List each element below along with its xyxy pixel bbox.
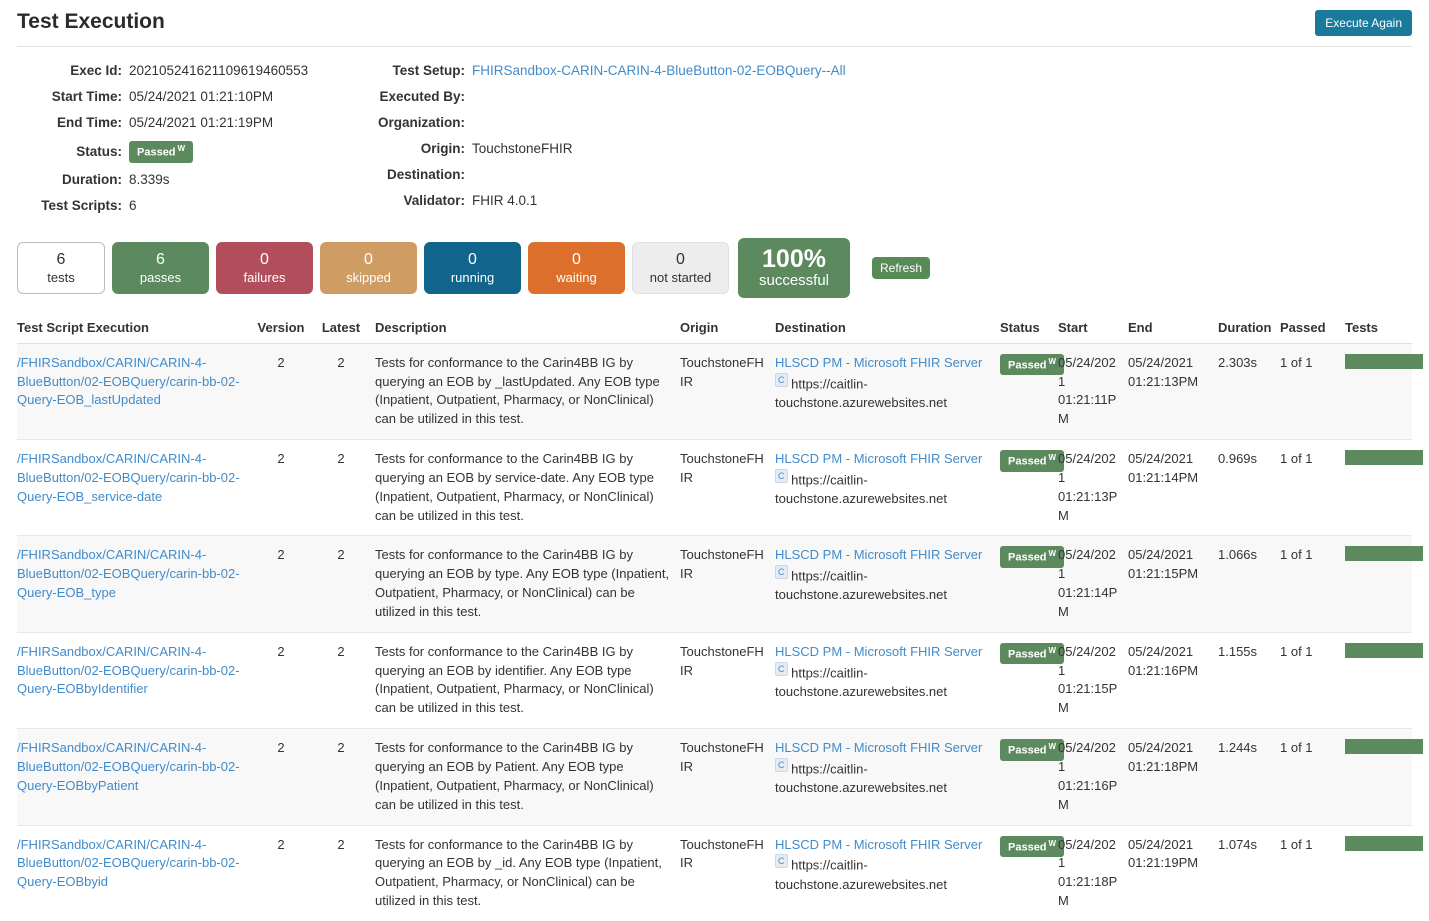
- duration-cell: 1.155s: [1218, 632, 1280, 728]
- organization-row: [335, 115, 1412, 132]
- status-badge-wrap: [129, 141, 193, 163]
- conformance-badge[interactable]: C: [775, 469, 788, 483]
- origin-cell: TouchstoneFHIR: [680, 354, 764, 389]
- status-cell: [1000, 536, 1058, 632]
- warning-flag: W: [1048, 549, 1057, 559]
- test-script-cell: [17, 632, 255, 728]
- end-cell: 05/24/2021 01:21:14PM: [1128, 440, 1218, 536]
- passed-cell: 1 of 1: [1280, 729, 1345, 825]
- end-cell: 05/24/2021 01:21:18PM: [1128, 729, 1218, 825]
- duration-label: Duration:: [62, 171, 122, 187]
- latest-cell: 2: [315, 440, 375, 536]
- conformance-badge[interactable]: C: [775, 662, 788, 676]
- status-cell: [1000, 729, 1058, 825]
- test-script-link[interactable]: /FHIRSandbox/CARIN/CARIN-4-BlueButton/02-EOBQuery/carin-bb-02-Query-EOB_lastUpdated: [17, 354, 240, 408]
- page-title: Test Execution: [17, 10, 165, 33]
- counter-value: 0: [364, 250, 373, 268]
- end-time-label: End Time:: [56, 115, 122, 130]
- counter-value: 6: [56, 250, 66, 268]
- test-script-cell: [17, 440, 255, 536]
- duration-cell: 2.303s: [1218, 354, 1258, 370]
- passed-cell: 1 of 1: [1280, 536, 1345, 632]
- destination-link[interactable]: HLSCD PM - Microsoft FHIR Server: [775, 643, 983, 659]
- origin-label: Origin:: [420, 141, 465, 156]
- version-cell: 2: [255, 825, 315, 921]
- status-badge: Passed $^W$: [1000, 546, 1064, 568]
- exec-id-row: [17, 63, 335, 80]
- status-cell: [1000, 825, 1058, 921]
- version-cell: 2: [277, 354, 285, 370]
- end-cell: 05/24/2021 01:21:16PM: [1128, 632, 1218, 728]
- status-cell: [1000, 343, 1058, 439]
- destination-cell: [775, 729, 1000, 825]
- summary-counter-box: [216, 242, 313, 294]
- summary-counter-box: [320, 242, 417, 294]
- destination-url: https://caitlin-touchstone.azurewebsites.net: [775, 568, 947, 603]
- description-cell: Tests for conformance to the Carin4BB IG by querying an EOB by Patient. Any EOB type (Inpatient, Outpatient, Pharmacy, or NonClinical) can be utilized in this test.: [375, 729, 680, 825]
- warning-flag: W: [1048, 838, 1057, 848]
- counter-label: running: [450, 269, 495, 285]
- tests-progress-bar: [1345, 354, 1423, 369]
- table-row: [17, 343, 1412, 439]
- test-scripts-row: [17, 198, 335, 215]
- counter-label: passes: [139, 269, 182, 285]
- test-results-table: [17, 312, 1412, 921]
- counter-value: 0: [468, 250, 477, 268]
- start-time-value: 05/24/2021 01:21:10PM: [129, 89, 274, 104]
- table-row: [17, 536, 1412, 632]
- description-cell: Tests for conformance to the Carin4BB IG by querying an EOB by _lastUpdated. Any EOB type (Inpatient, Outpatient, Pharmacy, or NonClinical) can be utilized in this test.: [375, 354, 660, 427]
- test-setup-link[interactable]: FHIRSandbox-CARIN-CARIN-4-BlueButton-02-EOBQuery--All: [472, 63, 846, 78]
- latest-cell: 2: [315, 632, 375, 728]
- destination-label: Destination:: [386, 167, 465, 182]
- destination-link[interactable]: HLSCD PM - Microsoft FHIR Server: [775, 451, 983, 467]
- tests-cell: [1345, 536, 1412, 632]
- version-cell: 2: [255, 632, 315, 728]
- summary-counter-box: [17, 242, 105, 294]
- start-cell: 05/24/2021 01:21:14PM: [1058, 536, 1128, 632]
- status-badge: Passed $^W$: [1000, 643, 1064, 665]
- test-script-link[interactable]: /FHIRSandbox/CARIN/CARIN-4-BlueButton/02-EOBQuery/carin-bb-02-Query-EOBbyIdentifier: [17, 643, 240, 697]
- tests-progress-bar: [1345, 450, 1423, 465]
- counter-label: skipped: [346, 269, 391, 285]
- tests-progress-bar: [1345, 836, 1423, 851]
- tests-cell: [1345, 632, 1412, 728]
- end-cell: 05/24/2021 01:21:19PM: [1128, 825, 1218, 921]
- page-header: [17, 10, 1412, 47]
- counter-label: tests: [47, 269, 75, 285]
- table-header-row: [17, 312, 1412, 344]
- validator-value: FHIR 4.0.1: [472, 193, 538, 208]
- destination-cell: [775, 825, 1000, 921]
- column-header: Duration: [1218, 312, 1280, 344]
- organization-label: Organization:: [378, 115, 465, 130]
- column-header: Tests: [1345, 312, 1412, 344]
- table-row: [17, 729, 1412, 825]
- details-right-column: [335, 63, 1412, 224]
- column-header: Start: [1058, 312, 1128, 344]
- counter-label: failures: [243, 269, 286, 285]
- start-cell: 05/24/2021 01:21:13PM: [1058, 440, 1128, 536]
- conformance-badge[interactable]: C: [775, 565, 788, 579]
- duration-row: [17, 172, 335, 189]
- tests-cell: [1345, 729, 1412, 825]
- test-script-link[interactable]: /FHIRSandbox/CARIN/CARIN-4-BlueButton/02-EOBQuery/carin-bb-02-Query-EOBbyPatient: [17, 740, 240, 793]
- end-cell: 05/24/2021 01:21:15PM: [1128, 536, 1218, 632]
- test-script-link[interactable]: /FHIRSandbox/CARIN/CARIN-4-BlueButton/02-EOBQuery/carin-bb-02-Query-EOB_type: [17, 547, 240, 601]
- end-cell: 05/24/2021 01:21:13PM: [1128, 354, 1199, 389]
- latest-cell: 2: [337, 354, 345, 370]
- test-setup-row: [335, 63, 1412, 80]
- destination-cell: [775, 536, 1000, 632]
- test-setup-label: Test Setup:: [392, 63, 465, 78]
- start-time-row: [17, 89, 335, 106]
- destination-link[interactable]: HLSCD PM - Microsoft FHIR Server: [775, 740, 983, 756]
- origin-cell: TouchstoneFHIR: [680, 729, 775, 825]
- duration-cell: 1.066s: [1218, 536, 1280, 632]
- latest-cell: 2: [315, 536, 375, 632]
- column-header: End: [1128, 312, 1218, 344]
- test-script-cell: [17, 536, 255, 632]
- latest-cell: 2: [315, 825, 375, 921]
- column-header: Origin: [680, 312, 775, 344]
- column-header: Version: [255, 312, 315, 344]
- summary-counters: [17, 242, 729, 294]
- status-row: [17, 141, 335, 163]
- destination-url: https://caitlin-touchstone.azurewebsites.net: [775, 761, 947, 796]
- column-header: Destination: [775, 312, 1000, 344]
- origin-cell: TouchstoneFHIR: [680, 440, 775, 536]
- description-cell: Tests for conformance to the Carin4BB IG by querying an EOB by service-date. Any EOB type (Inpatient, Outpatient, Pharmacy, or NonClinical) can be utilized in this test.: [375, 440, 680, 536]
- test-script-cell: [17, 343, 255, 439]
- test-script-link[interactable]: /FHIRSandbox/CARIN/CARIN-4-BlueButton/02-EOBQuery/carin-bb-02-Query-EOBbyid: [17, 836, 240, 890]
- counter-value: 0: [260, 250, 269, 268]
- version-cell: 2: [255, 440, 315, 536]
- column-header: Description: [375, 312, 680, 344]
- description-cell: Tests for conformance to the Carin4BB IG by querying an EOB by identifier. Any EOB type (Inpatient, Outpatient, Pharmacy, or NonClinical) can be utilized in this test.: [375, 632, 680, 728]
- tests-progress-bar: [1345, 739, 1423, 754]
- tests-cell: [1345, 343, 1412, 439]
- test-scripts-label: Test Scripts:: [41, 197, 122, 213]
- conformance-badge[interactable]: C: [775, 854, 788, 868]
- execution-details: [17, 63, 1412, 224]
- counter-value: 6: [156, 250, 165, 268]
- destination-link[interactable]: HLSCD PM - Microsoft FHIR Server: [775, 354, 983, 370]
- destination-row: [335, 167, 1412, 184]
- success-percent-value: 100%: [762, 244, 826, 273]
- column-header: Passed: [1280, 312, 1345, 344]
- execute-again-button[interactable]: Execute Again: [1315, 10, 1412, 36]
- executed-by-row: [335, 89, 1412, 106]
- destination-url: https://caitlin-touchstone.azurewebsites.net: [775, 375, 947, 410]
- duration-cell: 1.244s: [1218, 729, 1280, 825]
- destination-url: https://caitlin-touchstone.azurewebsites.net: [775, 472, 947, 507]
- start-cell: 05/24/2021 01:21:11PM: [1058, 354, 1117, 427]
- warning-flag: W: [1048, 453, 1057, 463]
- start-time-label: Start Time:: [51, 89, 122, 104]
- summary-counter-box: [528, 242, 625, 294]
- table-row: [17, 440, 1412, 536]
- success-percent-label: successful: [758, 272, 830, 290]
- passed-cell: 1 of 1: [1280, 354, 1313, 370]
- test-script-cell: [17, 825, 255, 921]
- destination-url: https://caitlin-touchstone.azurewebsites.net: [775, 857, 947, 892]
- duration-cell: 0.969s: [1218, 440, 1280, 536]
- counter-label: not started: [649, 269, 712, 285]
- conformance-badge[interactable]: C: [775, 373, 788, 387]
- counter-label: waiting: [556, 269, 597, 285]
- column-header: Test Script Execution: [17, 312, 255, 344]
- details-left-column: [17, 63, 335, 224]
- end-time-value: 05/24/2021 01:21:19PM: [129, 115, 274, 130]
- counter-value: 0: [676, 250, 685, 268]
- destination-link[interactable]: HLSCD PM - Microsoft FHIR Server: [775, 836, 983, 852]
- destination-cell: [775, 632, 1000, 728]
- tests-progress-bar: [1345, 643, 1423, 658]
- test-scripts-value: 6: [129, 197, 137, 213]
- status-label: Status:: [76, 143, 122, 159]
- destination-url: https://caitlin-touchstone.azurewebsites.net: [775, 664, 947, 699]
- refresh-button[interactable]: Refresh: [872, 257, 930, 279]
- passed-cell: 1 of 1: [1280, 632, 1345, 728]
- column-header: Status: [1000, 312, 1058, 344]
- status-badge: Passed $^W$: [1000, 739, 1064, 761]
- status-badge: Passed $^W$: [1000, 836, 1064, 858]
- tests-cell: [1345, 825, 1412, 921]
- status-badge: Passed $^W$: [1000, 450, 1064, 472]
- origin-cell: TouchstoneFHIR: [680, 632, 775, 728]
- start-cell: 05/24/2021 01:21:15PM: [1058, 632, 1128, 728]
- destination-cell: [775, 440, 1000, 536]
- warning-flag: W: [1048, 356, 1057, 366]
- origin-value: TouchstoneFHIR: [472, 141, 573, 156]
- latest-cell: 2: [315, 729, 375, 825]
- counter-value: 0: [572, 250, 581, 268]
- executed-by-label: Executed By:: [379, 89, 465, 104]
- start-cell: 05/24/2021 01:21:18PM: [1058, 825, 1128, 921]
- conformance-badge[interactable]: C: [775, 758, 788, 772]
- warning-flag: W: [1048, 645, 1057, 655]
- warning-flag: W: [1048, 742, 1057, 752]
- duration-cell: 1.074s: [1218, 825, 1280, 921]
- warning-flag: W: [177, 144, 186, 153]
- version-cell: 2: [255, 536, 315, 632]
- summary-counter-box: [112, 242, 209, 294]
- origin-row: [335, 141, 1412, 158]
- version-cell: 2: [255, 729, 315, 825]
- tests-cell: [1345, 440, 1412, 536]
- test-script-link[interactable]: /FHIRSandbox/CARIN/CARIN-4-BlueButton/02-EOBQuery/carin-bb-02-Query-EOB_service-date: [17, 451, 240, 504]
- passed-cell: 1 of 1: [1280, 440, 1345, 536]
- duration-value: 8.339s: [129, 171, 170, 187]
- tests-progress-bar: [1345, 546, 1423, 561]
- status-badge: Passed $^W$: [129, 141, 193, 163]
- exec-id-value: 202105241621109619460553: [129, 63, 309, 78]
- validator-label: Validator:: [403, 193, 465, 208]
- column-header: Latest: [315, 312, 375, 344]
- table-row: [17, 825, 1412, 921]
- start-cell: 05/24/2021 01:21:16PM: [1058, 729, 1128, 825]
- summary-counter-box: [632, 242, 729, 294]
- exec-id-label: Exec Id:: [70, 63, 122, 78]
- summary-row: [17, 238, 1412, 298]
- origin-cell: TouchstoneFHIR: [680, 825, 775, 921]
- description-cell: Tests for conformance to the Carin4BB IG by querying an EOB by type. Any EOB type (Inpatient, Outpatient, Pharmacy, or NonClinical) can be utilized in this test.: [375, 536, 680, 632]
- summary-counter-box: [424, 242, 521, 294]
- destination-cell: [775, 343, 1000, 439]
- description-cell: Tests for conformance to the Carin4BB IG by querying an EOB by _id. Any EOB type (Inpatient, Outpatient, Pharmacy, or NonClinical) can be utilized in this test.: [375, 825, 680, 921]
- validator-row: [335, 193, 1412, 210]
- success-percent-box: [738, 238, 850, 298]
- passed-cell: 1 of 1: [1280, 825, 1345, 921]
- status-badge: Passed $^W$: [1000, 354, 1064, 376]
- status-cell: [1000, 440, 1058, 536]
- test-script-cell: [17, 729, 255, 825]
- end-time-row: [17, 115, 335, 132]
- destination-link[interactable]: HLSCD PM - Microsoft FHIR Server: [775, 547, 983, 563]
- table-row: [17, 632, 1412, 728]
- origin-cell: TouchstoneFHIR: [680, 536, 775, 632]
- status-cell: [1000, 632, 1058, 728]
